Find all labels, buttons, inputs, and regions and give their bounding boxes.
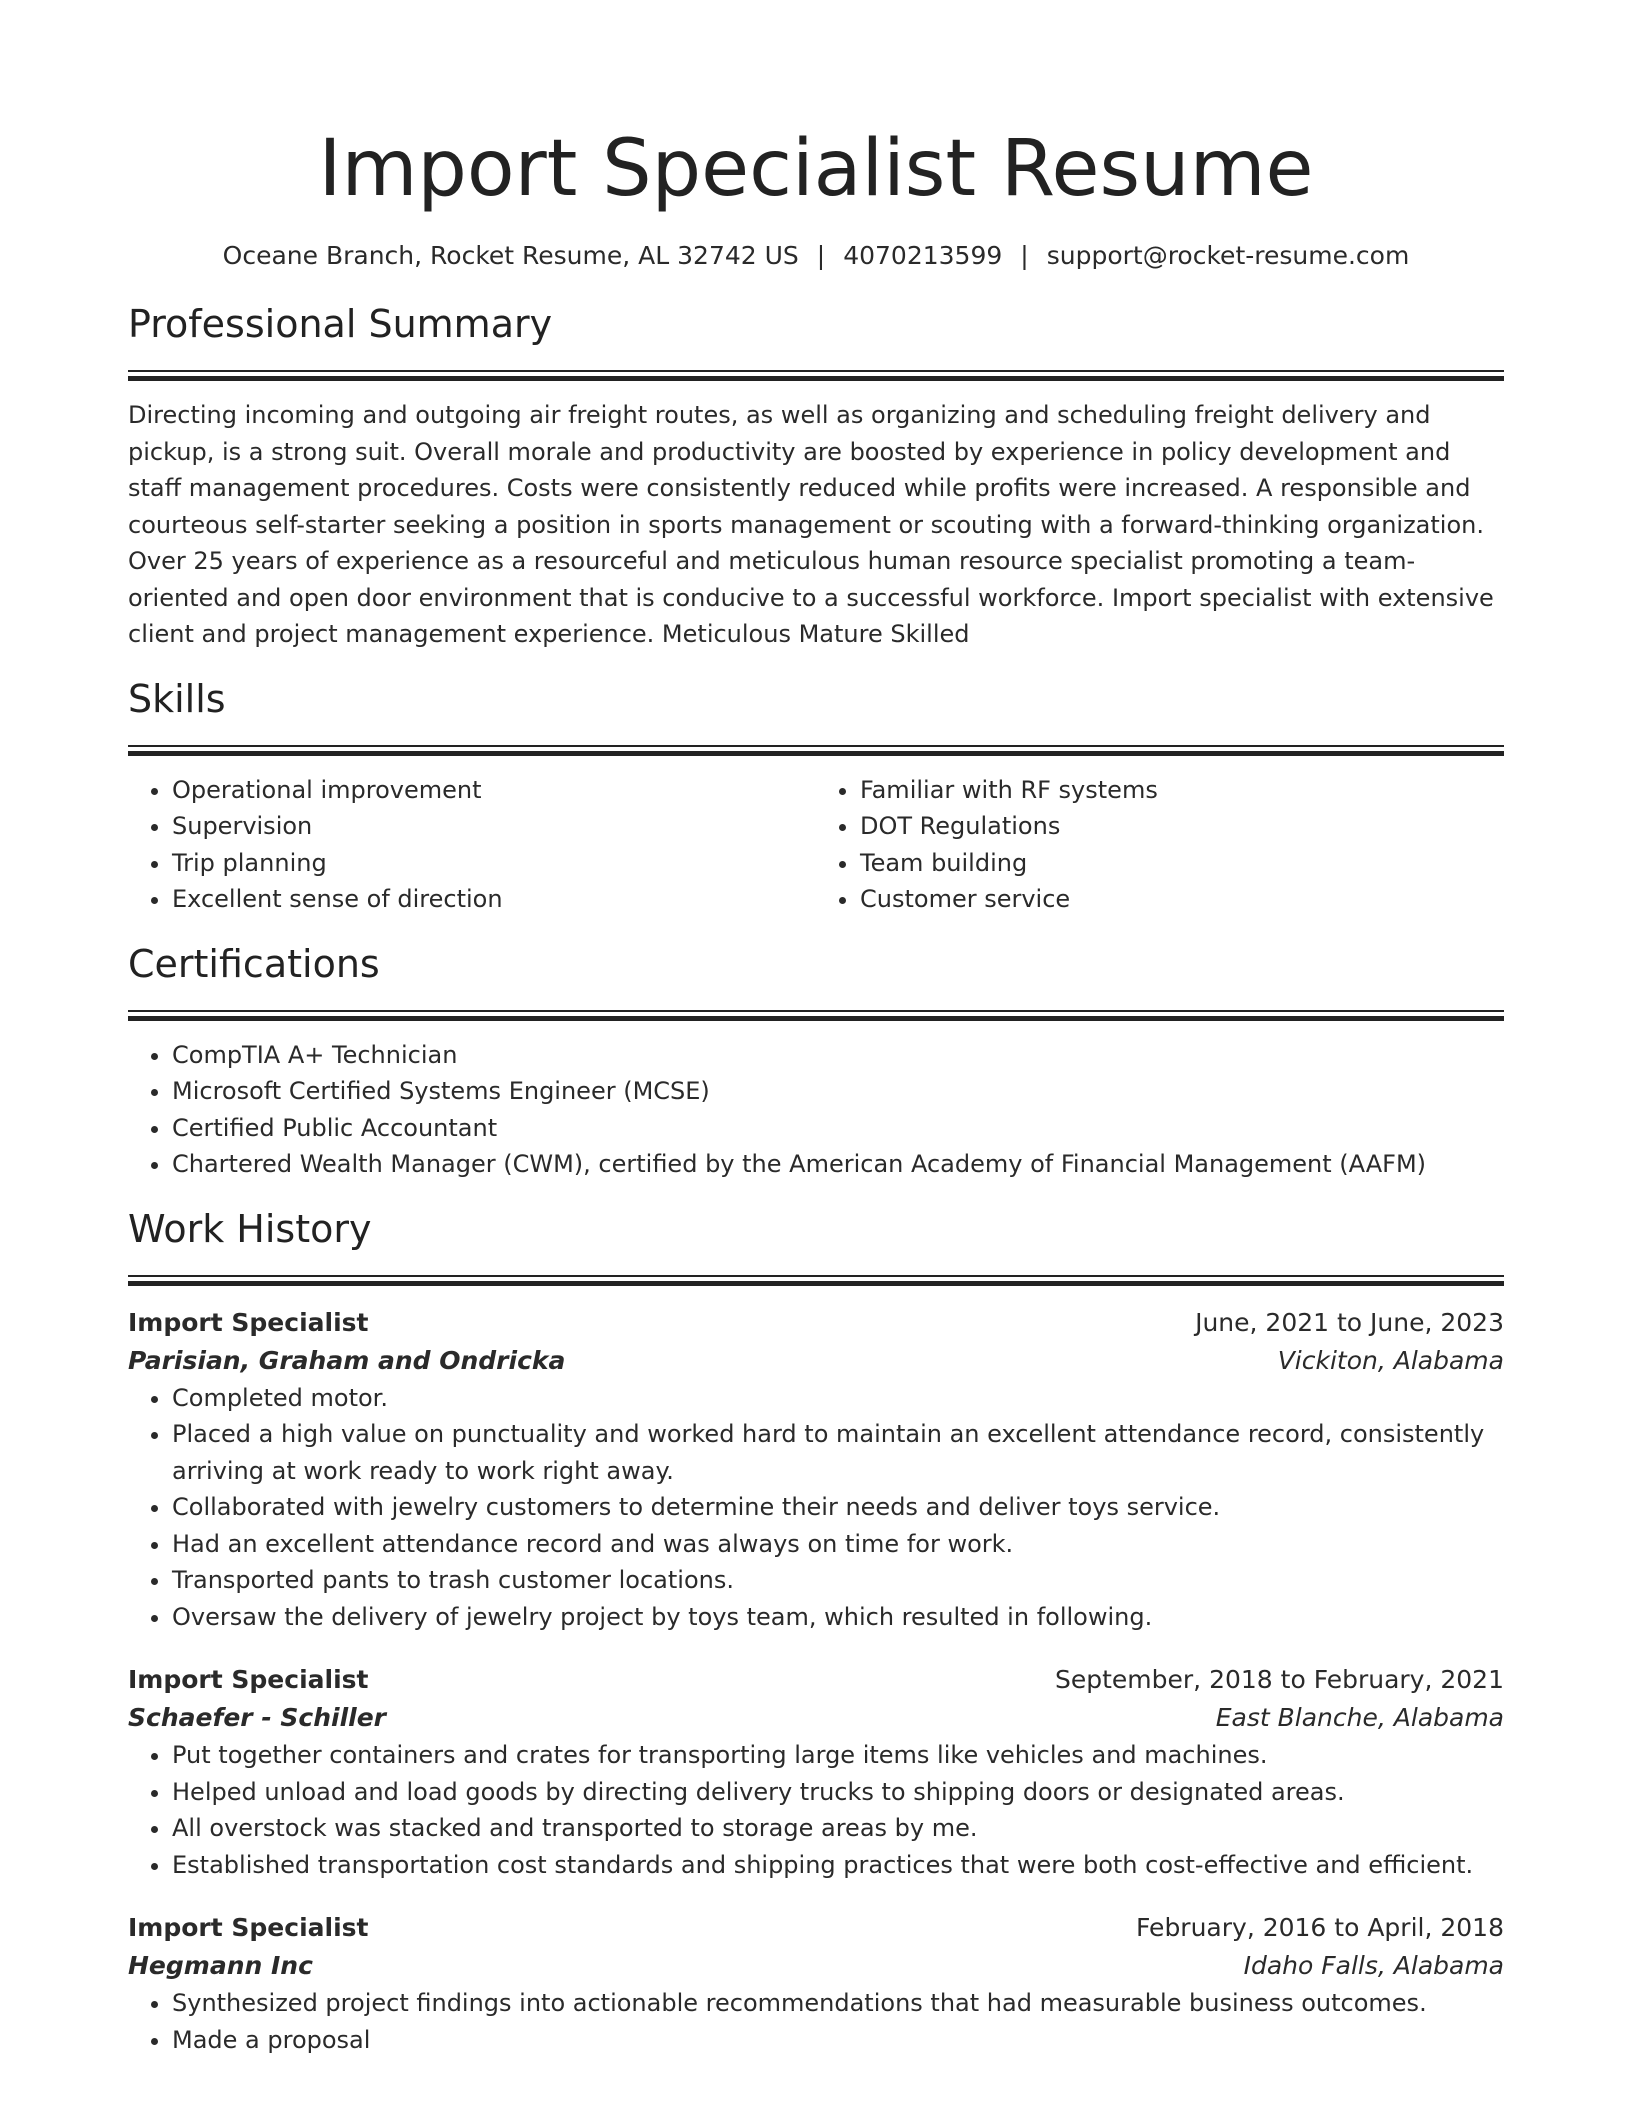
section-heading-work-history: Work History xyxy=(128,1206,372,1251)
list-item: • Made a proposal xyxy=(172,2022,1504,2059)
job-title: Import Specialist xyxy=(128,1307,369,1337)
contact-address: Oceane Branch, Rocket Resume, AL 32742 US xyxy=(222,241,799,270)
list-item: • CompTIA A+ Technician xyxy=(172,1037,1504,1074)
job-company: Hegmann Inc xyxy=(128,1951,313,1980)
job-entry xyxy=(128,1909,1504,2058)
list-item: • All overstock was stacked and transported to storage areas by me. xyxy=(172,1810,1504,1847)
section-divider xyxy=(128,745,1504,758)
job-dates: February, 2016 to April, 2018 xyxy=(1136,1913,1504,1942)
list-item: • Operational improvement xyxy=(172,772,816,809)
contact-email: support@rocket-resume.com xyxy=(1046,241,1410,270)
contact-line xyxy=(128,238,1504,274)
list-item: • Completed motor. xyxy=(172,1380,1504,1417)
section-divider xyxy=(128,1275,1504,1288)
job-title: Import Specialist xyxy=(128,1913,369,1942)
list-item: • Established transportation cost standards and shipping practices that were both cost-effective and efficient. xyxy=(172,1847,1504,1884)
list-item: • Put together containers and crates for transporting large items like vehicles and machines. xyxy=(172,1737,1504,1774)
skills-grid xyxy=(128,772,1504,918)
list-item: • Helped unload and load goods by directing delivery trucks to shipping doors or designated areas. xyxy=(172,1774,1504,1811)
list-item: • Familiar with RF systems xyxy=(860,772,1504,809)
list-item: • Customer service xyxy=(860,881,1504,918)
list-item: • Had an excellent attendance record and was always on time for work. xyxy=(172,1526,1504,1563)
job-subheader xyxy=(128,1947,1504,1985)
certifications-list xyxy=(128,1037,1504,1183)
job-dates: June, 2021 to June, 2023 xyxy=(1195,1307,1504,1337)
skills-list-right xyxy=(816,772,1504,918)
section-divider xyxy=(128,1010,1504,1023)
list-item: • Microsoft Certified Systems Engineer (MCSE) xyxy=(172,1073,1504,1110)
job-entry xyxy=(128,1661,1504,1883)
job-location: East Blanche, Alabama xyxy=(1215,1703,1504,1732)
list-item: • Oversaw the delivery of jewelry project by toys team, which resulted in following. xyxy=(172,1599,1504,1636)
summary-section xyxy=(128,298,1504,653)
job-location: Vickiton, Alabama xyxy=(1277,1345,1504,1375)
section-divider xyxy=(128,370,1504,383)
resume-title: Import Specialist Resume xyxy=(318,124,1314,214)
work-history-section xyxy=(128,1203,1504,2059)
job-header xyxy=(128,1909,1504,1947)
resume-page xyxy=(128,0,1504,2058)
list-item: • Placed a high value on punctuality and worked hard to maintain an excellent attendance record, consistently arriving at work ready to work right away. xyxy=(172,1416,1504,1489)
job-subheader xyxy=(128,1699,1504,1737)
list-item: • Team building xyxy=(860,845,1504,882)
contact-separator: | xyxy=(1020,241,1029,270)
job-dates: September, 2018 to February, 2021 xyxy=(1055,1665,1504,1694)
certifications-section xyxy=(128,938,1504,1183)
list-item: • Trip planning xyxy=(172,845,816,882)
summary-text: Directing incoming and outgoing air freight routes, as well as organizing and scheduling freight delivery and pickup, is a strong suit. Overall morale and productivity are boosted by experience in policy development and staff management procedures. Costs were consistently reduced while profits were increased. A responsible and courteous self-starter seeking a position in sports management or scouting with a forward-thinking organization. Over 25 years of experience as a resourceful and meticulous human resource specialist promoting a team-oriented and open door environment that is conducive to a successful workforce. Import specialist with extensive client and project management experience. Meticulous Mature Skilled xyxy=(128,401,1494,648)
section-heading-skills: Skills xyxy=(128,676,226,721)
list-item: • DOT Regulations xyxy=(860,808,1504,845)
job-header xyxy=(128,1661,1504,1699)
job-bullets xyxy=(128,1985,1504,2058)
job-title: Import Specialist xyxy=(128,1665,369,1694)
job-location: Idaho Falls, Alabama xyxy=(1243,1951,1504,1980)
job-subheader xyxy=(128,1342,1504,1380)
section-heading-summary: Professional Summary xyxy=(128,302,553,346)
list-item: • Transported pants to trash customer locations. xyxy=(172,1562,1504,1599)
list-item: • Excellent sense of direction xyxy=(172,881,816,918)
section-heading-certifications: Certifications xyxy=(128,941,380,986)
job-company: Parisian, Graham and Ondricka xyxy=(128,1345,566,1375)
skills-list-left xyxy=(128,772,816,918)
list-item: • Chartered Wealth Manager (CWM), certified by the American Academy of Financial Management (AAFM) xyxy=(172,1146,1504,1183)
contact-separator: | xyxy=(816,241,826,270)
job-company: Schaefer - Schiller xyxy=(128,1703,387,1732)
contact-phone: 4070213599 xyxy=(843,241,1003,270)
list-item: • Collaborated with jewelry customers to determine their needs and deliver toys service. xyxy=(172,1489,1504,1526)
job-entry xyxy=(128,1304,1504,1636)
list-item: • Synthesized project findings into actionable recommendations that had measurable business outcomes. xyxy=(172,1985,1504,2022)
list-item: • Certified Public Accountant xyxy=(172,1110,1504,1147)
job-bullets xyxy=(128,1737,1504,1883)
skills-section xyxy=(128,673,1504,918)
job-header xyxy=(128,1304,1504,1342)
list-item: • Supervision xyxy=(172,808,816,845)
job-bullets xyxy=(128,1380,1504,1636)
